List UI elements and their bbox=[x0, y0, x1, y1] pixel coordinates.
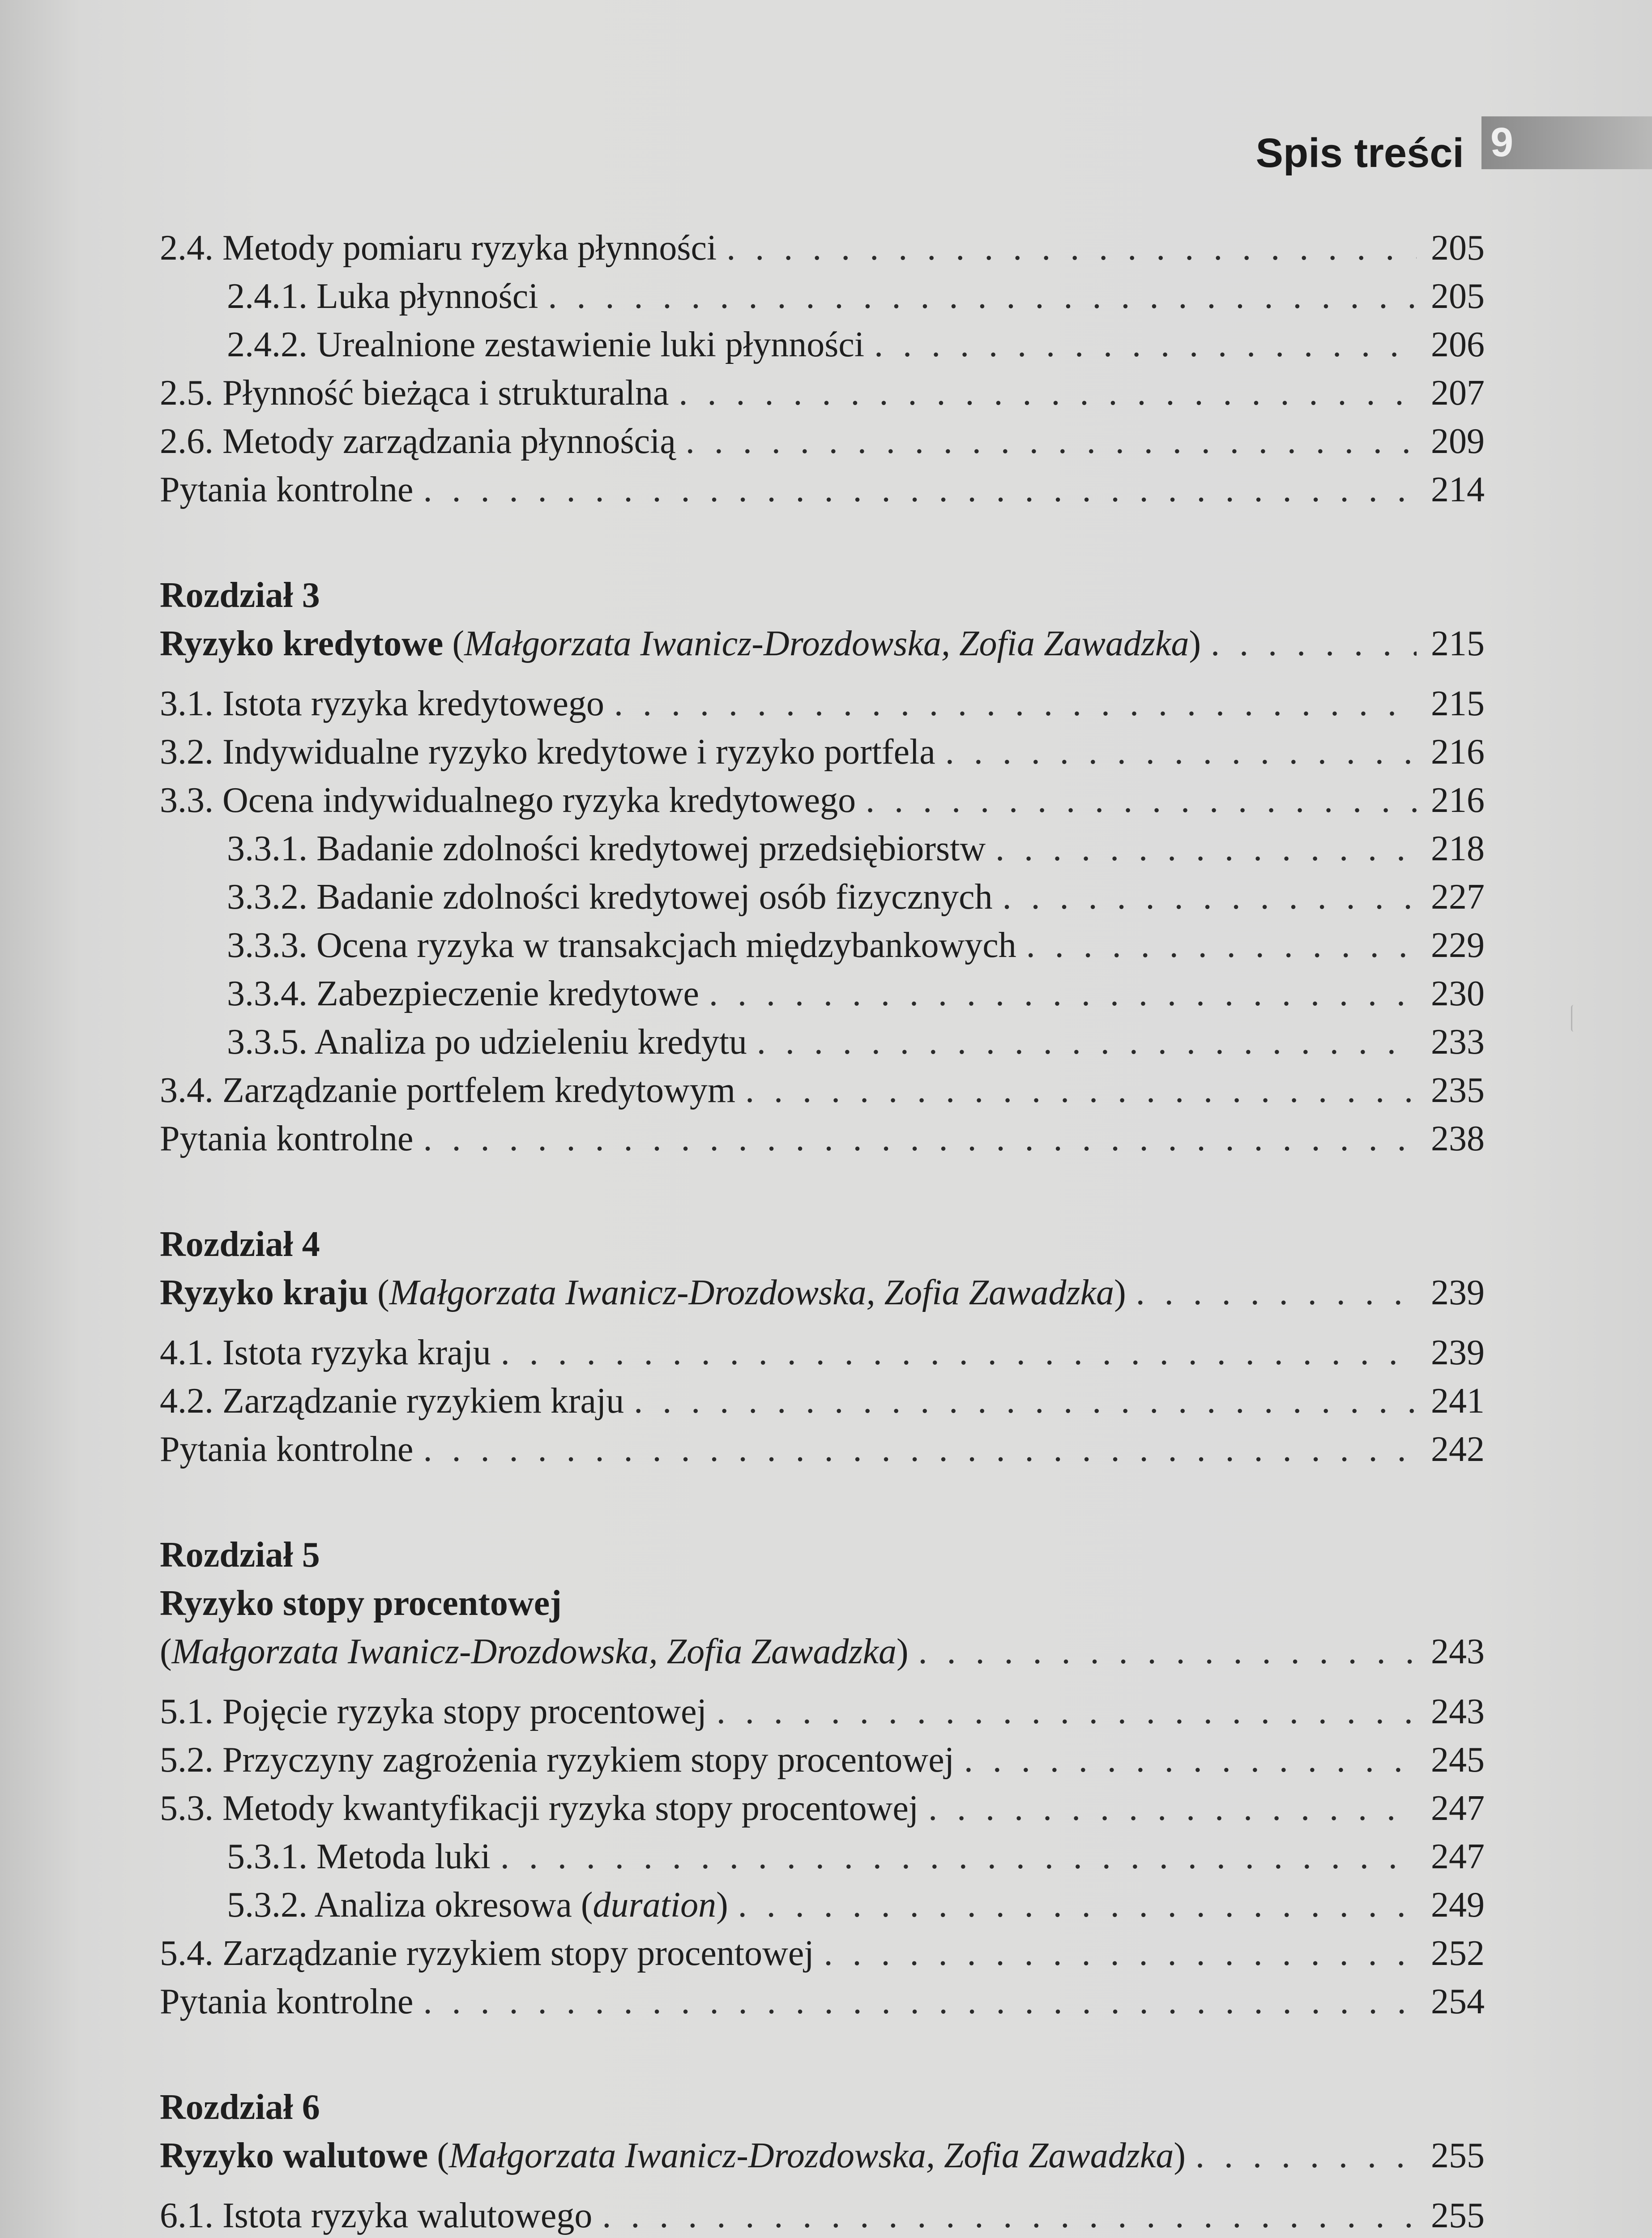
dot-leader bbox=[614, 679, 1417, 728]
toc-entry-label: Pytania kontrolne bbox=[160, 1982, 414, 2021]
toc-entry bbox=[160, 1425, 1485, 1473]
dot-leader bbox=[634, 1377, 1417, 1425]
chapter-title-entry: Ryzyko walutowe (Małgorzata Iwanicz-Drozdowska, Zofia Zawadzka) . . . 255 bbox=[160, 2131, 1485, 2180]
dot-leader bbox=[602, 2191, 1417, 2238]
toc-entry-label: 3.3.5. Analiza po udzieleniu kredytu bbox=[227, 1022, 747, 1062]
toc-entry bbox=[160, 1977, 1485, 2026]
dot-leader bbox=[866, 776, 1417, 824]
dot-leader bbox=[726, 224, 1417, 272]
toc-entry-label: Pytania kontrolne bbox=[160, 1119, 414, 1158]
toc-entry-page: 215 bbox=[1431, 624, 1485, 663]
dot-leader bbox=[1195, 2131, 1417, 2180]
dot-leader bbox=[928, 1784, 1417, 1832]
dot-leader bbox=[874, 320, 1417, 369]
chapter-title: Ryzyko kredytowe bbox=[160, 624, 444, 663]
dot-leader bbox=[745, 1066, 1417, 1115]
toc-entry-page: 249 bbox=[1431, 1885, 1485, 1925]
toc-entry-label: 3.3.3. Ocena ryzyka w transakcjach międzybankowych bbox=[227, 926, 1016, 965]
toc-entry-label: 3.1. Istota ryzyka kredytowego bbox=[160, 684, 605, 723]
toc-entry-label: 3.2. Indywidualne ryzyko kredytowe i ryzyko portfela bbox=[160, 732, 935, 772]
toc-entry bbox=[160, 679, 1485, 728]
dot-leader bbox=[824, 1929, 1417, 1977]
toc-entry-label: Pytania kontrolne bbox=[160, 1430, 414, 1469]
toc-entry-page: 239 bbox=[1431, 1273, 1485, 1312]
chapter-authors: Małgorzata Iwanicz-Drozdowska, Zofia Zawadzka bbox=[449, 2136, 1174, 2175]
toc-entry-label: 2.4.1. Luka płynności bbox=[227, 277, 538, 316]
paper-mark bbox=[1571, 1005, 1582, 1032]
toc-entry-label: 4.2. Zarządzanie ryzykiem kraju bbox=[160, 1381, 624, 1421]
toc-entry bbox=[160, 1328, 1485, 1377]
dot-leader bbox=[423, 1115, 1417, 1163]
toc-entry bbox=[160, 1377, 1485, 1425]
toc-entry-label: 3.3.2. Badanie zdolności kredytowej osób fizycznych bbox=[227, 877, 993, 917]
toc-subentry bbox=[160, 320, 1485, 369]
toc-entry-page: 205 bbox=[1431, 228, 1485, 268]
toc-entry bbox=[160, 1784, 1485, 1832]
toc-entry-page: 216 bbox=[1431, 732, 1485, 772]
dot-leader bbox=[1026, 921, 1417, 970]
toc-entry-page: 227 bbox=[1431, 877, 1485, 917]
chapter-title-entry: Ryzyko kredytowe (Małgorzata Iwanicz-Drozdowska, Zofia Zawadzka) . . . 215 bbox=[160, 619, 1485, 668]
toc-entry-label: Pytania kontrolne bbox=[160, 470, 414, 509]
chapter-heading: Rozdział 5 bbox=[160, 1535, 320, 1575]
toc-entry-label: 5.3.1. Metoda luki bbox=[227, 1837, 491, 1876]
toc-entry-label: 3.3.1. Badanie zdolności kredytowej przedsiębiorstw bbox=[227, 829, 986, 868]
toc-subentry bbox=[160, 272, 1485, 320]
toc-entry bbox=[160, 2191, 1485, 2238]
dot-leader bbox=[995, 824, 1417, 873]
toc-entry-page: 247 bbox=[1431, 1789, 1485, 1828]
toc-entry-label: 2.4.2. Urealnione zestawienie luki płynności bbox=[227, 325, 865, 364]
toc-entry-label: 5.3.2. Analiza okresowa ( bbox=[227, 1885, 593, 1925]
toc-entry bbox=[160, 776, 1485, 824]
toc-subentry bbox=[160, 824, 1485, 873]
toc-entry-label: 3.3.4. Zabezpieczenie kredytowe bbox=[227, 974, 700, 1013]
chapter-heading: Rozdział 6 bbox=[160, 2088, 320, 2127]
toc-entry-page: 209 bbox=[1431, 422, 1485, 461]
toc-entry-page: 254 bbox=[1431, 1982, 1485, 2021]
dot-leader bbox=[738, 1881, 1417, 1929]
chapter-authors: Małgorzata Iwanicz-Drozdowska, Zofia Zawadzka bbox=[464, 624, 1189, 663]
toc-entry bbox=[160, 1929, 1485, 1977]
toc-entry-page: 238 bbox=[1431, 1119, 1485, 1158]
toc-subentry bbox=[160, 873, 1485, 921]
dot-leader bbox=[548, 272, 1417, 320]
chapter-title: Ryzyko walutowe bbox=[160, 2136, 428, 2175]
dot-leader bbox=[918, 1627, 1417, 1676]
toc-entry-label: 2.4. Metody pomiaru ryzyka płynności bbox=[160, 228, 717, 268]
toc-entry bbox=[160, 1115, 1485, 1163]
running-title: Spis treści bbox=[1255, 130, 1464, 176]
toc-entry bbox=[160, 1687, 1485, 1736]
toc-entry-page: 233 bbox=[1431, 1022, 1485, 1062]
table-of-contents bbox=[160, 224, 1485, 2238]
toc-entry-label: 2.6. Metody zarządzania płynnością bbox=[160, 422, 676, 461]
toc-entry-label-end: ) bbox=[716, 1885, 728, 1925]
toc-entry-page: 206 bbox=[1431, 325, 1485, 364]
page-number: 9 bbox=[1490, 120, 1514, 165]
dot-leader bbox=[423, 466, 1417, 514]
toc-entry-label: 5.1. Pojęcie ryzyka stopy procentowej bbox=[160, 1692, 707, 1731]
toc-entry bbox=[160, 369, 1485, 417]
toc-subentry bbox=[160, 1832, 1485, 1881]
toc-entry-page: 242 bbox=[1431, 1430, 1485, 1469]
toc-entry-page: 239 bbox=[1431, 1333, 1485, 1372]
toc-subentry bbox=[160, 921, 1485, 970]
toc-entry-page: 247 bbox=[1431, 1837, 1485, 1876]
toc-entry bbox=[160, 224, 1485, 272]
toc-entry-page: 241 bbox=[1431, 1381, 1485, 1421]
toc-entry-label: 2.5. Płynność bieżąca i strukturalna bbox=[160, 373, 669, 413]
dot-leader bbox=[757, 1018, 1417, 1066]
toc-entry-label: 5.3. Metody kwantyfikacji ryzyka stopy procentowej bbox=[160, 1789, 919, 1828]
toc-entry-page: 215 bbox=[1431, 684, 1485, 723]
toc-entry-label-italic: duration bbox=[593, 1885, 717, 1925]
dot-leader bbox=[679, 369, 1417, 417]
toc-entry-page: 255 bbox=[1431, 2196, 1485, 2235]
chapter-authors: Małgorzata Iwanicz-Drozdowska, Zofia Zawadzka bbox=[171, 1632, 897, 1671]
toc-entry-page: 216 bbox=[1431, 781, 1485, 820]
dot-leader bbox=[717, 1687, 1417, 1736]
toc-entry-page: 243 bbox=[1431, 1692, 1485, 1731]
toc-entry-label: 3.3. Ocena indywidualnego ryzyka kredytowego bbox=[160, 781, 856, 820]
dot-leader bbox=[1136, 1268, 1417, 1317]
dot-leader bbox=[945, 728, 1417, 776]
toc-entry-label: 3.4. Zarządzanie portfelem kredytowym bbox=[160, 1071, 736, 1110]
toc-subentry bbox=[160, 970, 1485, 1018]
toc-entry bbox=[160, 466, 1485, 514]
toc-entry bbox=[160, 417, 1485, 466]
toc-entry-page: 229 bbox=[1431, 926, 1485, 965]
toc-entry-label: 4.1. Istota ryzyka kraju bbox=[160, 1333, 491, 1372]
toc-entry-page: 243 bbox=[1431, 1632, 1485, 1671]
toc-entry-page: 207 bbox=[1431, 373, 1485, 413]
dot-leader bbox=[1211, 619, 1417, 668]
dot-leader bbox=[964, 1736, 1417, 1784]
dot-leader bbox=[686, 417, 1417, 466]
chapter-title: Ryzyko stopy procentowej bbox=[160, 1584, 562, 1623]
toc-entry-label: 5.4. Zarządzanie ryzykiem stopy procentowej bbox=[160, 1934, 814, 1973]
chapter-heading: Rozdział 3 bbox=[160, 576, 320, 615]
toc-entry bbox=[160, 1736, 1485, 1784]
dot-leader bbox=[1003, 873, 1417, 921]
toc-entry-page: 255 bbox=[1431, 2136, 1485, 2175]
toc-entry-page: 205 bbox=[1431, 277, 1485, 316]
dot-leader bbox=[423, 1425, 1417, 1473]
toc-entry-page: 252 bbox=[1431, 1934, 1485, 1973]
chapter-title: Ryzyko kraju bbox=[160, 1273, 369, 1312]
dot-leader bbox=[500, 1832, 1417, 1881]
dot-leader bbox=[501, 1328, 1417, 1377]
chapter-authors: Małgorzata Iwanicz-Drozdowska, Zofia Zawadzka bbox=[389, 1273, 1114, 1312]
toc-entry-label: 5.2. Przyczyny zagrożenia ryzykiem stopy procentowej bbox=[160, 1740, 954, 1780]
toc-subentry bbox=[160, 1018, 1485, 1066]
chapter-authors-entry: (Małgorzata Iwanicz-Drozdowska, Zofia Zawadzka) . . . 243 bbox=[160, 1627, 1485, 1676]
toc-entry-page: 245 bbox=[1431, 1740, 1485, 1780]
running-header bbox=[0, 116, 1652, 179]
toc-subentry bbox=[160, 1881, 1485, 1929]
toc-entry bbox=[160, 728, 1485, 776]
toc-entry-page: 214 bbox=[1431, 470, 1485, 509]
page-number-tab bbox=[1481, 116, 1652, 169]
toc-entry-page: 235 bbox=[1431, 1071, 1485, 1110]
toc-entry-page: 230 bbox=[1431, 974, 1485, 1013]
dot-leader bbox=[709, 970, 1417, 1018]
toc-entry bbox=[160, 1066, 1485, 1115]
chapter-heading: Rozdział 4 bbox=[160, 1225, 320, 1264]
chapter-title-entry: Ryzyko kraju (Małgorzata Iwanicz-Drozdowska, Zofia Zawadzka) . . . 239 bbox=[160, 1268, 1485, 1317]
toc-entry-page: 218 bbox=[1431, 829, 1485, 868]
toc-entry-label: 6.1. Istota ryzyka walutowego bbox=[160, 2196, 593, 2235]
dot-leader bbox=[423, 1977, 1417, 2026]
